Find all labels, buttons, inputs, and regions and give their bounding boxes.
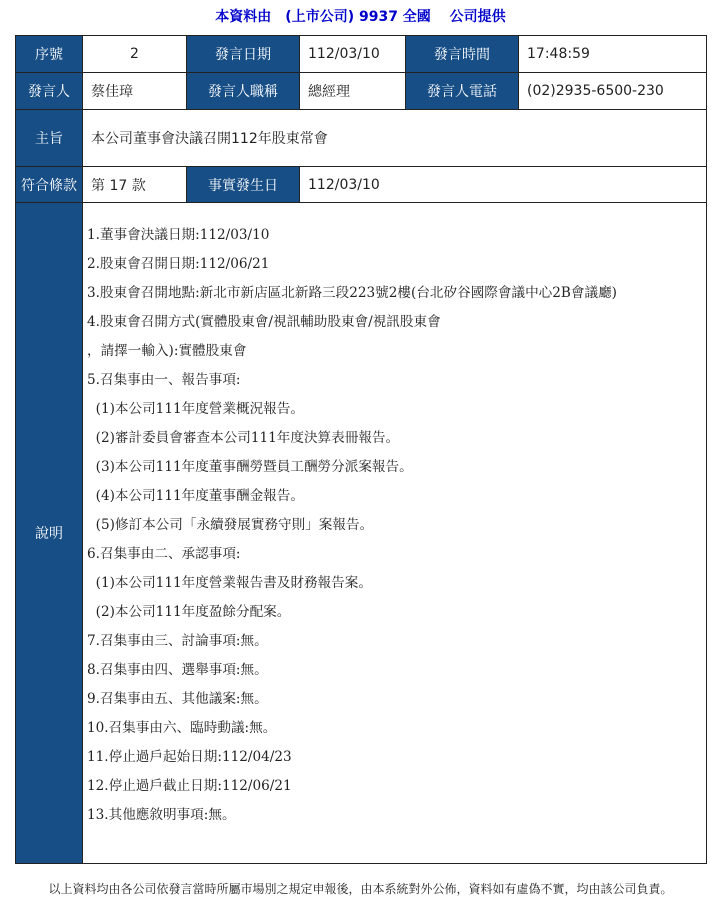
description-body [83,203,707,864]
disclaimer-footer: 以上資料均由各公司依發言當時所屬市場別之規定申報後，由本系統對外公佈，資料如有虛偽不實，均由該公司負責。 [48,882,673,896]
serial-value: 2 [83,36,187,73]
subject-value: 本公司董事會決議召開112年股東常會 [83,110,707,167]
speaker-value: 蔡佳璋 [83,73,187,110]
row-serial-date-time [16,36,707,73]
clause-label: 符合條款 [16,167,83,203]
description-line: 1.董事會決議日期:112/03/10 [87,227,270,243]
speaker-phone-label: 發言人電話 [406,73,519,110]
source-notice: 本資料由 (上市公司) 9937 全國 公司提供 [215,9,506,25]
date-label: 發言日期 [187,36,300,73]
description-line: 10.召集事由六、臨時動議:無。 [87,720,277,736]
date-value: 112/03/10 [300,36,406,73]
serial-label: 序號 [16,36,83,73]
description-line: 8.召集事由四、選舉事項:無。 [87,662,268,678]
description-line: 5.召集事由一、報告事項: [87,372,241,388]
subject-label: 主旨 [16,110,83,167]
description-line: (3)本公司111年度董事酬勞暨員工酬勞分派案報告。 [87,459,413,475]
row-subject [16,110,707,167]
description-line: 4.股東會召開方式(實體股東會/視訊輔助股東會/視訊股東會 [87,314,441,330]
speaker-title-value: 總經理 [300,73,406,110]
description-line: 3.股東會召開地點:新北市新店區北新路三段223號2樓(台北矽谷國際會議中心2B會議廳) [87,285,617,301]
description-line: 11.停止過戶起始日期:112/04/23 [87,749,292,765]
description-line: 2.股東會召開日期:112/06/21 [87,256,270,272]
description-line: (2)審計委員會審查本公司111年度決算表冊報告。 [87,430,400,446]
speaker-label: 發言人 [16,73,83,110]
description-line: (2)本公司111年度盈餘分配案。 [87,604,291,620]
speaker-title-label: 發言人職稱 [187,73,300,110]
row-clause [16,167,707,203]
row-description [16,203,707,864]
description-line: (1)本公司111年度營業報告書及財務報告案。 [87,575,372,591]
time-label: 發言時間 [406,36,519,73]
speaker-phone-value: (02)2935-6500-230 [519,73,707,110]
description-label: 說明 [16,203,83,864]
description-line: (5)修訂本公司「永續發展實務守則」案報告。 [87,517,374,533]
description-line: 6.召集事由二、承認事項: [87,546,241,562]
row-speaker [16,73,707,110]
clause-value: 第 17 款 [83,167,187,203]
fact-date-value: 112/03/10 [300,167,707,203]
announcement-table [15,35,707,864]
description-line: (4)本公司111年度董事酬金報告。 [87,488,304,504]
time-value: 17:48:59 [519,36,707,73]
description-line: (1)本公司111年度營業概況報告。 [87,401,304,417]
description-line: 9.召集事由五、其他議案:無。 [87,691,268,707]
description-line: 7.召集事由三、討論事項:無。 [87,633,268,649]
description-line: ，請擇一輸入):實體股東會 [87,343,247,359]
fact-date-label: 事實發生日 [187,167,300,203]
description-line: 13.其他應敘明事項:無。 [87,807,236,823]
description-line: 12.停止過戶截止日期:112/06/21 [87,778,292,794]
